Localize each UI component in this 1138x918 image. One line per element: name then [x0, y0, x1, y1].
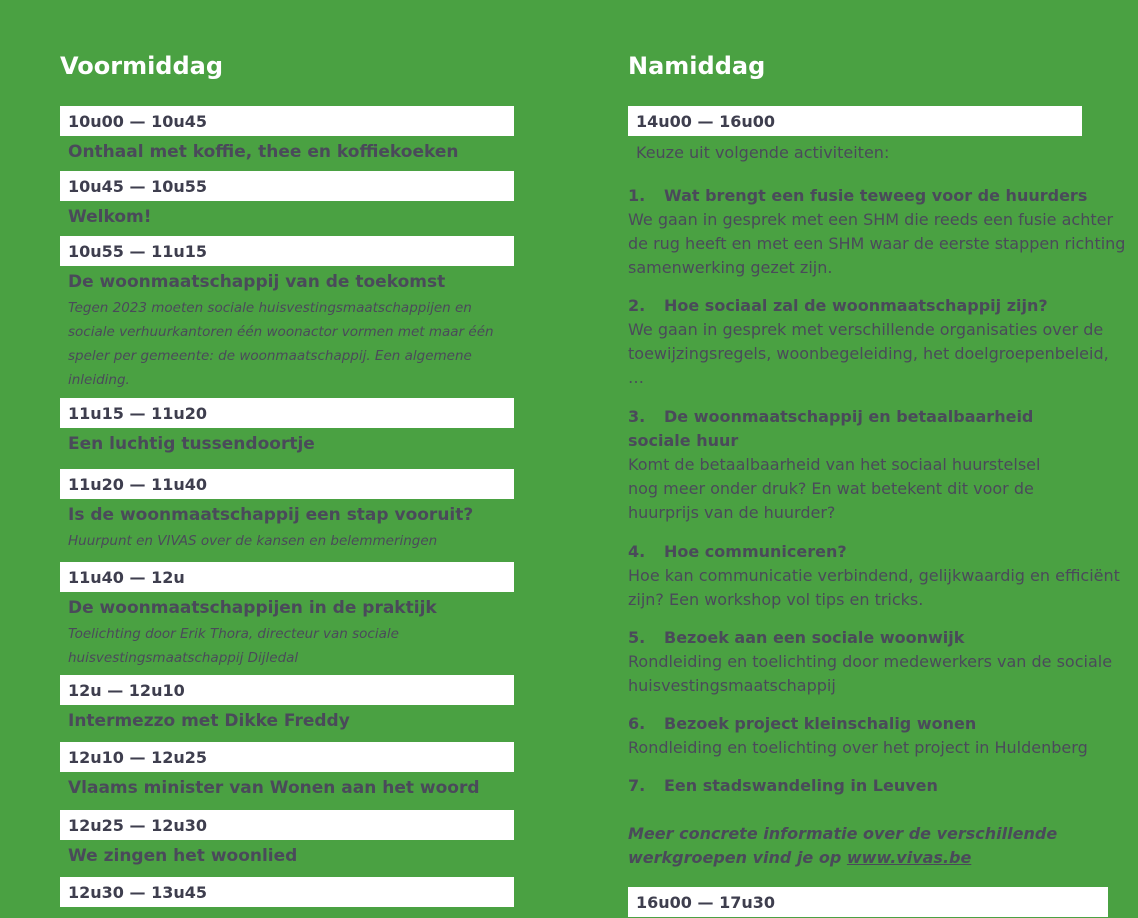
activity-item [628, 405, 1068, 525]
time-bar: 12u25 — 12u30 [60, 810, 514, 840]
vivas-link[interactable]: www.vivas.be [846, 848, 972, 867]
time-bar: 12u — 12u10 [60, 675, 514, 705]
event-title: Vlaams minister van Wonen aan het woord [68, 778, 480, 798]
activity-title: Bezoek project kleinschalig wonen [664, 714, 977, 733]
activities-intro: Keuze uit volgende activiteiten: [636, 143, 890, 162]
time-bar: 10u45 — 10u55 [60, 171, 514, 201]
afternoon-time-bar: 14u00 — 16u00 [628, 106, 1082, 136]
time-bar: 11u40 — 12u [60, 562, 514, 592]
activity-number: 2. [628, 296, 646, 315]
activity-title: Hoe sociaal zal de woonmaatschappij zijn? [664, 296, 1048, 315]
activity-number: 6. [628, 714, 646, 733]
activity-title: De woonmaatschappij en betaalbaarheid sociale huur [628, 407, 1034, 450]
schedule-slot [60, 877, 514, 907]
activity-description: We gaan in gesprek met verschillende organisaties over de toewijzingsregels, woonbegeleiding, het doelgroepenbeleid, … [628, 320, 1109, 387]
activity-number: 5. [628, 628, 646, 647]
event-title: De woonmaatschappijen in de praktijk [68, 598, 437, 618]
event-title: Welkom! [68, 207, 152, 227]
activity-description: Hoe kan communicatie verbindend, gelijkwaardig en efficiënt zijn? Een workshop vol tips en tricks. [628, 566, 1120, 609]
event-title: Is de woonmaatschappij een stap vooruit? [68, 505, 474, 525]
activity-number: 4. [628, 542, 646, 561]
schedule-slot [60, 742, 514, 799]
schedule-slot [60, 236, 514, 392]
activity-item [628, 626, 1128, 698]
time-bar: 12u30 — 13u45 [60, 877, 514, 907]
schedule-slot [60, 171, 514, 228]
activity-number: 1. [628, 186, 646, 205]
schedule-slot [60, 469, 514, 553]
activity-title: Een stadswandeling in Leuven [664, 776, 938, 795]
schedule-slot [60, 106, 514, 163]
activity-number: 7. [628, 776, 646, 795]
event-description: Huurpunt en VIVAS over de kansen en belemmeringen [68, 533, 438, 549]
schedule-slot [60, 398, 514, 455]
event-title: Onthaal met koffie, thee en koffiekoeken [68, 142, 459, 162]
activity-number: 3. [628, 407, 646, 426]
schedule-slot [60, 562, 514, 670]
event-title: De woonmaatschappij van de toekomst [68, 272, 446, 292]
activity-description: Komt de betaalbaarheid van het sociaal huurstelsel nog meer onder druk? En wat betekent dit voor de huurprijs van de huurder? [628, 455, 1041, 522]
info-note [628, 822, 1108, 870]
activity-item [628, 184, 1128, 280]
activity-title: Wat brengt een fusie teweeg voor de huurders [664, 186, 1088, 205]
schedule-slot [60, 675, 514, 732]
morning-heading: Voormiddag [60, 52, 224, 80]
next-time-bar: 16u00 — 17u30 [628, 887, 1108, 917]
event-title: Een luchtig tussendoortje [68, 434, 315, 454]
event-title: We zingen het woonlied [68, 846, 298, 866]
time-bar: 10u00 — 10u45 [60, 106, 514, 136]
event-description: Tegen 2023 moeten sociale huisvestingsmaatschappijen en sociale verhuurkantoren één woonactor vormen met maar één speler per gemeente: de woonmaatschappij. Een algemene inleiding. [68, 300, 494, 388]
activity-description: We gaan in gesprek met een SHM die reeds een fusie achter de rug heeft en met een SHM waar de eerste stappen richting samenwerking gezet zijn. [628, 210, 1126, 277]
event-description: Toelichting door Erik Thora, directeur van sociale huisvestingsmaatschappij Dijledal [68, 626, 399, 666]
time-bar: 10u55 — 11u15 [60, 236, 514, 266]
event-title: Intermezzo met Dikke Freddy [68, 711, 350, 731]
time-bar: 12u10 — 12u25 [60, 742, 514, 772]
activity-item [628, 774, 1128, 798]
time-bar: 11u15 — 11u20 [60, 398, 514, 428]
activity-item [628, 712, 1133, 760]
activity-title: Hoe communiceren? [664, 542, 847, 561]
time-bar: 11u20 — 11u40 [60, 469, 514, 499]
activity-description: Rondleiding en toelichting door medewerkers van de sociale huisvestingsmaatschappij [628, 652, 1113, 695]
activity-item [628, 540, 1128, 612]
activity-title: Bezoek aan een sociale woonwijk [664, 628, 965, 647]
activity-description: Rondleiding en toelichting over het project in Huldenberg [628, 738, 1088, 757]
info-note-text: Meer concrete informatie over de verschillende werkgroepen vind je op [628, 824, 1058, 867]
activity-item [628, 294, 1128, 390]
afternoon-heading: Namiddag [628, 52, 766, 80]
schedule-slot [60, 810, 514, 867]
